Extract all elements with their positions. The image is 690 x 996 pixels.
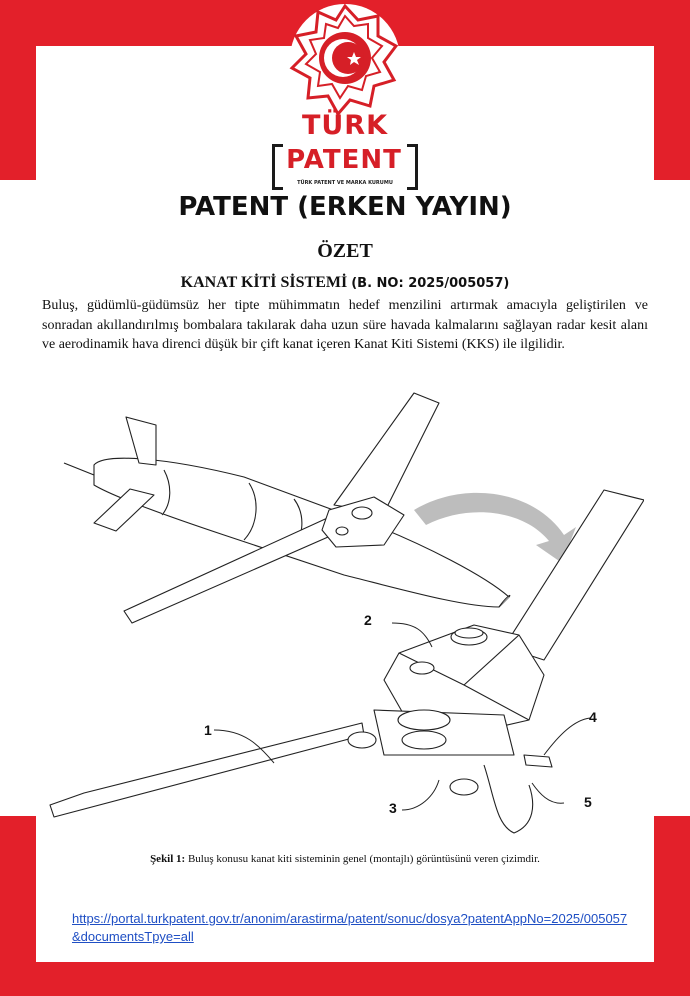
turkpatent-logo (270, 110, 420, 188)
patent-portal-link[interactable]: https://portal.turkpatent.gov.tr/anonim/arastirma/patent/sonuc/dosya?patentAppNo=2025/005057&documentsTpye=all (72, 911, 628, 944)
figure-label-2: 2 (364, 612, 372, 628)
figure-label-3: 3 (389, 800, 397, 816)
figure-caption-text: Buluş konusu kanat kiti sisteminin genel (montajlı) görüntüsünü veren çizimdir. (187, 853, 540, 865)
tail-fin-bottom-drawing (94, 489, 154, 531)
upper-wing-right-drawing (334, 393, 439, 513)
figure-label-5: 5 (584, 794, 592, 810)
figure-label-4: 4 (589, 709, 597, 725)
patent-drawing (44, 385, 644, 850)
figure-label-1: 1 (204, 722, 212, 738)
abstract-text: Buluş, güdümlü-güdümsüz her tipte mühimmatın hedef menzilini artırmak amacıyla geliştirilen ve sonradan akıllandırılmış bombalara takılarak daha uzun süre havada kalmalarını sağlayan radar kesit alanı ve aerodinamik hava direnci düşük bir çift kanat içeren Kanat Kiti Sistemi (KKS) ile ilgilidir. (42, 298, 648, 352)
frame-bottom-bar (0, 962, 690, 996)
logo-subtitle: TÜRK PATENT VE MARKA KURUMU (297, 180, 393, 186)
figure-caption-label: Şekil 1: (150, 853, 186, 865)
invention-name: KANAT KİTİ SİSTEMİ (180, 274, 348, 291)
frame-left-bottom-bar (0, 816, 36, 996)
invention-heading (0, 274, 690, 292)
section-title: ÖZET (317, 240, 373, 262)
turkpatent-seal-icon (288, 2, 402, 116)
rotation-arrow-icon (414, 493, 576, 563)
figure-caption (0, 853, 690, 865)
logo-patent-text: PATENT (286, 145, 402, 175)
logo-turk-text: TÜRK (301, 110, 389, 141)
frame-left-top-bar (0, 0, 36, 180)
document-title: PATENT (ERKEN YAYIN) (178, 192, 512, 222)
frame-right-bottom-bar (654, 816, 690, 996)
frame-right-top-bar (654, 0, 690, 180)
application-number: (B. NO: 2025/005057) (351, 276, 510, 291)
